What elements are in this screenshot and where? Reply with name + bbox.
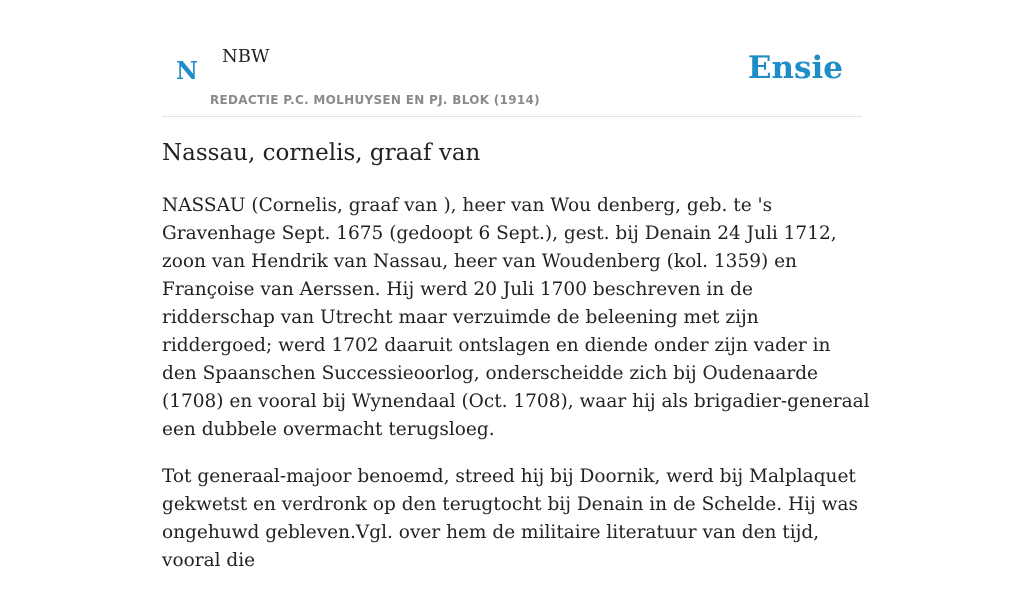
- brand-logo[interactable]: Ensie: [747, 50, 843, 86]
- source-title[interactable]: NBW: [222, 46, 270, 67]
- entry-paragraph-1: NASSAU (Cornelis, graaf van ), heer van Wou denberg, geb. te 's Gravenhage Sept. 1675 (gedoopt 6 Sept.), gest. bij Denain 24 Juli 1712, zoon van Hendrik van Nassau, heer van Woudenberg (kol. 1359) en Françoise van Aerssen. Hij werd 20 Juli 1700 beschreven in de ridderschap van Utrecht maar verzuimde de beleening met zijn riddergoed; werd 1702 daaruit ontslagen en diende onder zijn vader in den Spaanschen Successieoorlog, onderscheidde zich bij Oudenaarde (1708) en vooral bij Wynendaal (Oct. 1708), waar hij als brigadier-generaal een dubbele overmacht terugsloeg.: [162, 195, 870, 440]
- entry-title: Nassau, cornelis, graaf van: [162, 140, 481, 166]
- source-logo[interactable]: N: [176, 56, 198, 85]
- source-subtitle: REDACTIE P.C. MOLHUYSEN EN PJ. BLOK (1914): [210, 93, 540, 107]
- entry-paragraph-2: Tot generaal-majoor benoemd, streed hij bij Doornik, werd bij Malplaquet gekwetst en verdronk op den terugtocht bij Denain in de Schelde. Hij was ongehuwd gebleven.Vgl. over hem de militaire literatuur van den tijd, vooral die: [162, 466, 859, 571]
- entry-body: [162, 192, 870, 594]
- page-header: [162, 0, 862, 117]
